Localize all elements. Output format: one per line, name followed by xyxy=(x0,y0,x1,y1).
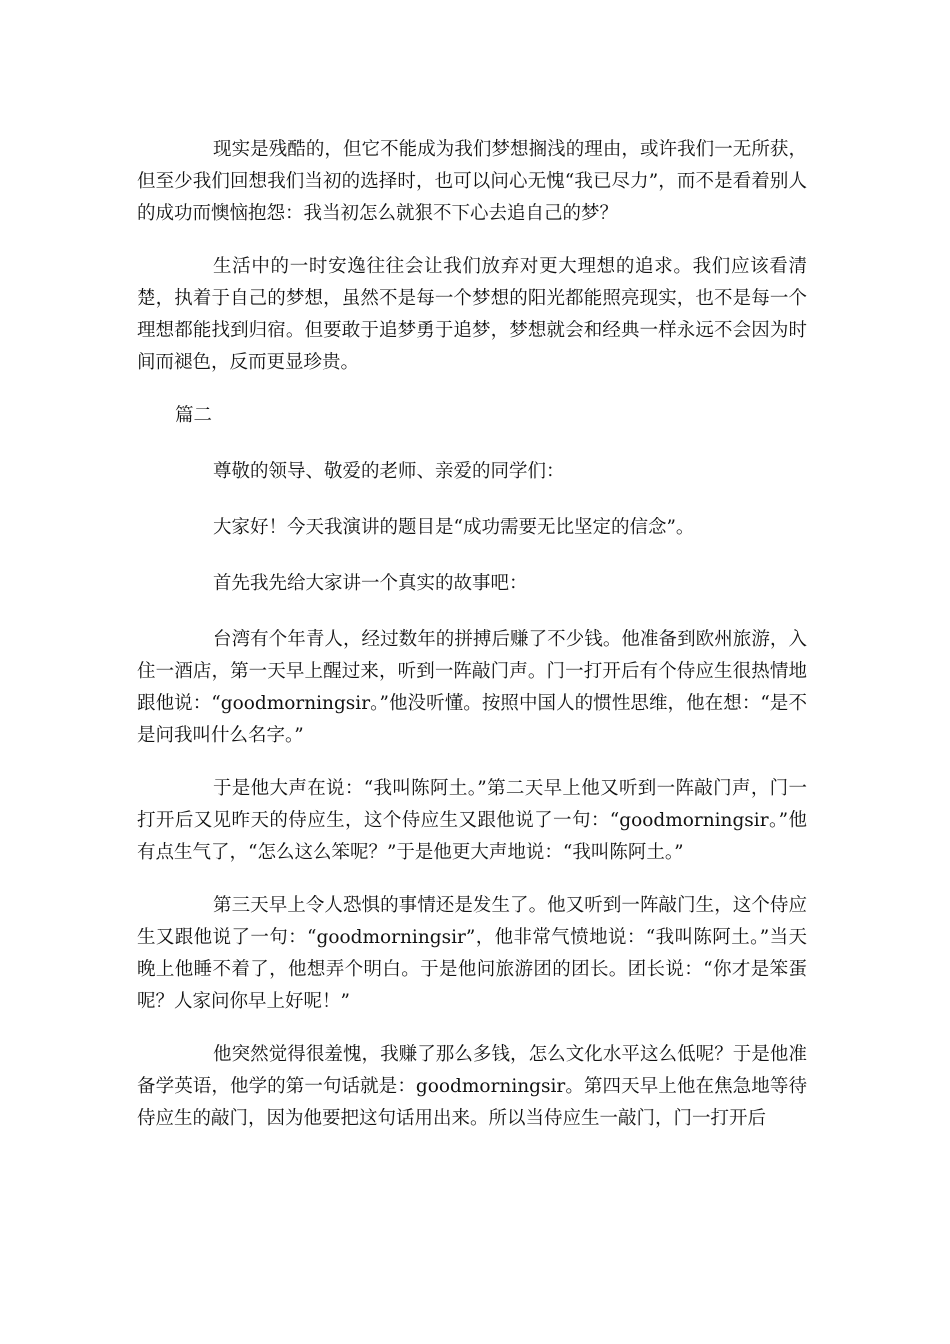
story-paragraph-4: 他突然觉得很羞愧，我赚了那么多钱，怎么文化水平这么低呢？于是他准备学英语，他学的第一句话就是：goodmorningsir。第四天早上他在焦急地等待侍应生的敲门，因为他要把这句话用出来。所以当侍应生一敲门，门一打开后 xyxy=(137,1044,807,1129)
story-paragraph-3: 第三天早上令人恐惧的事情还是发生了。他又听到一阵敲门生，这个侍应生又跟他说了一句：“goodmorningsir”，他非常气愤地说：“我叫陈阿土。”当天晚上他睡不着了，他想弄个明白。于是他问旅游团的团长。团长说：“你才是笨蛋呢？人家问你早上好呢！” xyxy=(137,895,807,1012)
story-paragraph-1: 台湾有个年青人，经过数年的拼搏后赚了不少钱。他准备到欧州旅游，入住一酒店，第一天早上醒过来，听到一阵敲门声。门一打开后有个侍应生很热情地跟他说：“goodmorningsir。”他没听懂。按照中国人的惯性思维，他在想：“是不是问我叫什么名字。” xyxy=(137,629,807,746)
document-body xyxy=(137,134,807,1156)
paragraph-reality: 现实是残酷的，但它不能成为我们梦想搁浅的理由，或许我们一无所获，但至少我们回想我们当初的选择时，也可以问心无愧“我已尽力”，而不是看着别人的成功而懊恼抱怨：我当初怎么就狠不下心去追自己的梦？ xyxy=(137,139,807,224)
paragraph-dream: 生活中的一时安逸往往会让我们放弃对更大理想的追求。我们应该看清楚，执着于自己的梦想，虽然不是每一个梦想的阳光都能照亮现实，也不是每一个理想都能找到归宿。但要敢于追梦勇于追梦，梦想就会和经典一样永远不会因为时间而褪色，反而更显珍贵。 xyxy=(137,256,807,373)
speech-title-paragraph: 大家好！今天我演讲的题目是“成功需要无比坚定的信念”。 xyxy=(213,517,695,538)
story-intro-paragraph: 首先我先给大家讲一个真实的故事吧： xyxy=(213,573,528,594)
story-paragraph-2: 于是他大声在说：“我叫陈阿土。”第二天早上他又听到一阵敲门声，门一打开后又见昨天的侍应生，这个侍应生又跟他说了一句：“goodmorningsir。”他有点生气了，“怎么这么笨呢？”于是他更大声地说：“我叫陈阿土。” xyxy=(137,778,807,863)
speech-greeting: 尊敬的领导、敬爱的老师、亲爱的同学们： xyxy=(213,461,565,482)
section-heading: 篇二 xyxy=(175,405,213,426)
